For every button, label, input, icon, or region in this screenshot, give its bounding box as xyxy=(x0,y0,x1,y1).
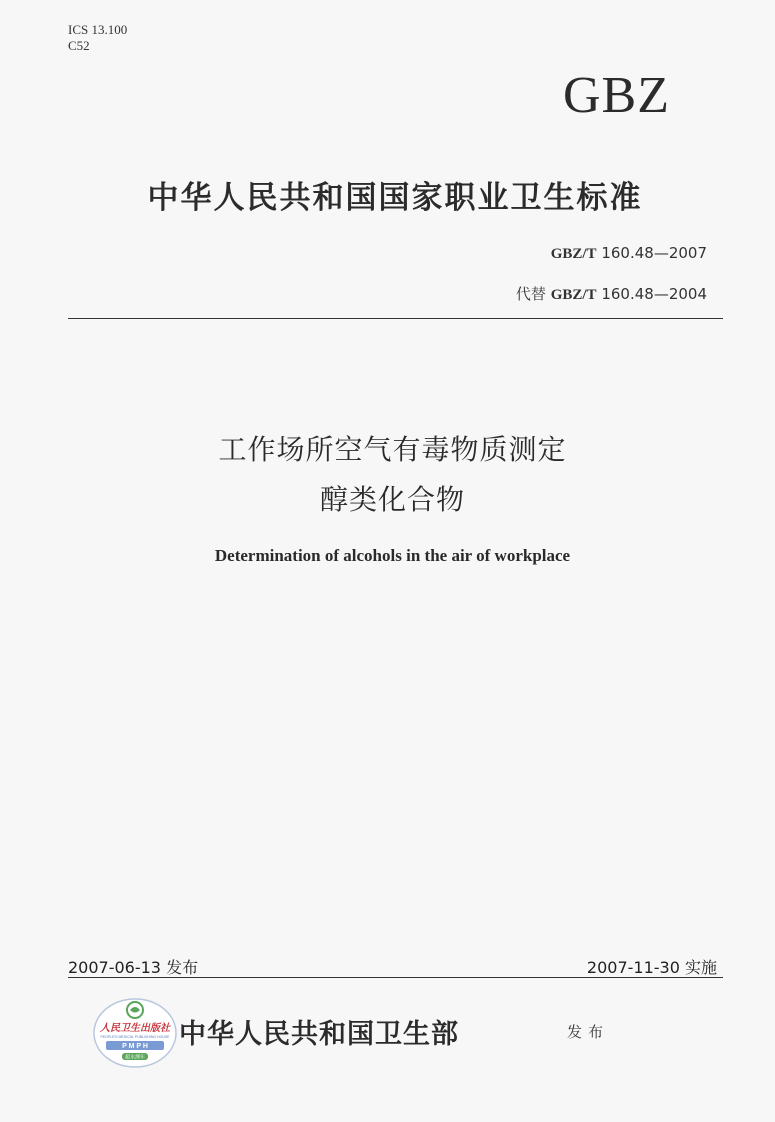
standard-number-tag: GBZ/T xyxy=(550,246,597,262)
replaces-tag: GBZ/T xyxy=(550,287,597,303)
top-divider xyxy=(68,318,723,319)
replaces-number xyxy=(516,283,707,304)
issue-date: 2007-06-13 发布 xyxy=(68,958,199,977)
standard-number xyxy=(551,244,707,263)
logo-letters: P M P H xyxy=(122,1043,148,1050)
ics-classification xyxy=(68,22,127,54)
logo-english-text: PEOPLE'S MEDICAL PUBLISHING HOUSE xyxy=(100,1035,170,1039)
implementation-date: 2007-11-30 实施 xyxy=(586,958,717,977)
title-line-1: 工作场所空气有毒物质测定 xyxy=(218,433,567,466)
publisher-name: 中华人民共和国卫生部 xyxy=(179,1019,459,1050)
title-line-2: 醇类化合物 xyxy=(319,483,465,516)
standard-title: 中华人民共和国国家职业卫生标准 xyxy=(147,180,643,216)
publisher-action: 发布 xyxy=(567,1023,610,1041)
publisher-logo-icon xyxy=(92,997,178,1069)
logo-badge: 超水测年 xyxy=(124,1054,146,1061)
replaces-value: 160.48—2004 xyxy=(601,285,707,303)
replaces-prefix: 代替 xyxy=(515,285,546,303)
english-title: Determination of alcohols in the air of workplace xyxy=(214,546,571,565)
ccs-code: C52 xyxy=(68,38,90,53)
logo-publisher-text: 人民卫生出版社 xyxy=(100,1023,170,1034)
gbz-mark: GBZ xyxy=(563,67,670,124)
standard-number-value: 160.48—2007 xyxy=(601,244,707,262)
ics-code: ICS 13.100 xyxy=(68,22,128,37)
bottom-divider xyxy=(68,977,723,978)
